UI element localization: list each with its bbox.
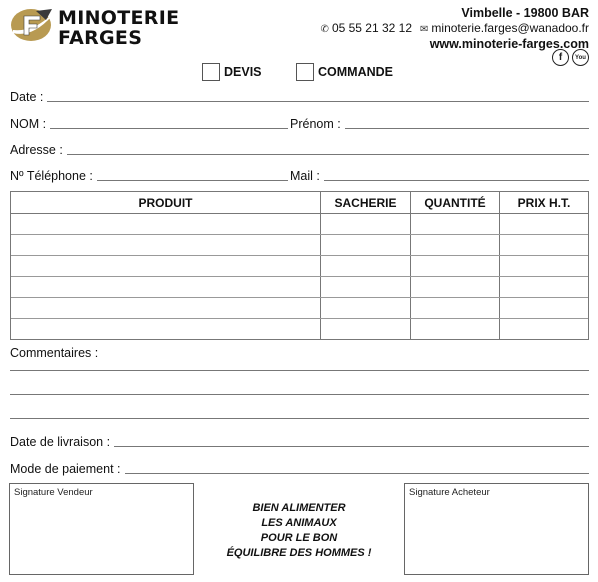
order-type-row — [0, 63, 598, 83]
devis-label: DEVIS — [224, 65, 262, 79]
telephone-field[interactable] — [10, 169, 288, 183]
cell-produit[interactable] — [11, 256, 321, 276]
cell-produit[interactable] — [11, 214, 321, 234]
email-address[interactable]: minoterie.farges@wanadoo.fr — [431, 21, 589, 35]
date-line[interactable] — [47, 92, 589, 102]
signature-acheteur-label: Signature Acheteur — [409, 487, 490, 498]
commande-option[interactable] — [296, 63, 393, 81]
prenom-line[interactable] — [345, 119, 589, 129]
adresse-label: Adresse : — [10, 143, 63, 157]
mode-paiement-line[interactable] — [125, 464, 590, 474]
cell-quantite[interactable] — [411, 298, 500, 318]
table-header — [11, 192, 588, 214]
date-label: Date : — [10, 90, 44, 104]
cell-quantite[interactable] — [411, 256, 500, 276]
youtube-icon[interactable]: You — [572, 49, 589, 66]
brand-line-2: FARGES — [58, 27, 143, 49]
col-prix: PRIX H.T. — [517, 195, 571, 210]
cell-prix[interactable] — [500, 256, 588, 276]
phone-number: 05 55 21 32 12 — [331, 21, 413, 35]
date-field[interactable] — [10, 90, 589, 104]
col-quantite: QUANTITÉ — [411, 192, 500, 213]
slogan-line: LES ANIMAUX — [261, 517, 337, 529]
commentaires-label: Commentaires : — [10, 346, 99, 360]
devis-checkbox[interactable] — [202, 63, 220, 81]
cell-quantite[interactable] — [411, 319, 500, 339]
date-livraison-field[interactable] — [10, 435, 589, 449]
mail-line[interactable] — [324, 171, 589, 181]
signature-vendeur-label: Signature Vendeur — [14, 487, 93, 498]
mail-field[interactable] — [290, 169, 589, 183]
slogan-line: POUR LE BON — [260, 532, 338, 544]
slogan-line: ÉQUILIBRE DES HOMMES ! — [226, 547, 372, 559]
mail-icon: ✉ — [420, 24, 429, 35]
brand-line-1: MINOTERIE — [58, 7, 180, 29]
comment-line[interactable] — [10, 370, 589, 371]
website-link[interactable]: www.minoterie-farges.com — [429, 37, 589, 51]
col-sacherie: SACHERIE — [321, 192, 411, 213]
nom-line[interactable] — [50, 119, 288, 129]
devis-option[interactable] — [202, 63, 262, 81]
table-row — [11, 256, 588, 277]
telephone-line[interactable] — [97, 171, 288, 181]
cell-sacherie[interactable] — [321, 235, 411, 255]
comment-line[interactable] — [10, 418, 589, 419]
cell-sacherie[interactable] — [321, 277, 411, 297]
slogan — [200, 501, 398, 561]
telephone-label: Nº Téléphone : — [10, 169, 93, 183]
cell-sacherie[interactable] — [321, 214, 411, 234]
order-table — [10, 191, 589, 340]
comment-line[interactable] — [10, 394, 589, 395]
address: Vimbelle - 19800 BAR — [461, 6, 589, 20]
cell-quantite[interactable] — [411, 214, 500, 234]
signature-vendeur-box[interactable] — [9, 483, 194, 575]
col-produit: PRODUIT — [11, 192, 321, 213]
cell-prix[interactable] — [500, 214, 588, 234]
table-row — [11, 235, 588, 256]
cell-prix[interactable] — [500, 235, 588, 255]
table-row — [11, 277, 588, 298]
commentaires-field — [10, 346, 210, 360]
adresse-field[interactable] — [10, 143, 589, 157]
cell-sacherie[interactable] — [321, 319, 411, 339]
table-row — [11, 214, 588, 235]
table-row — [11, 298, 588, 319]
cell-produit[interactable] — [11, 277, 321, 297]
facebook-icon[interactable]: f — [552, 49, 569, 66]
cell-produit[interactable] — [11, 319, 321, 339]
table-row — [11, 319, 588, 339]
cell-produit[interactable] — [11, 235, 321, 255]
mode-paiement-field[interactable] — [10, 462, 589, 476]
signature-acheteur-box[interactable] — [404, 483, 589, 575]
cell-prix[interactable] — [500, 319, 588, 339]
cell-prix[interactable] — [500, 277, 588, 297]
cell-prix[interactable] — [500, 298, 588, 318]
date-livraison-label: Date de livraison : — [10, 435, 111, 449]
adresse-line[interactable] — [67, 145, 589, 155]
cell-quantite[interactable] — [411, 277, 500, 297]
prenom-field[interactable] — [290, 117, 589, 131]
mode-paiement-label: Mode de paiement : — [10, 462, 121, 476]
cell-sacherie[interactable] — [321, 256, 411, 276]
commande-label: COMMANDE — [318, 65, 393, 79]
contact-block — [321, 6, 589, 52]
commande-checkbox[interactable] — [296, 63, 314, 81]
date-livraison-line[interactable] — [114, 437, 589, 447]
contact-row — [321, 21, 589, 37]
brand-name — [58, 8, 179, 48]
minoterie-logo — [10, 8, 54, 42]
cell-produit[interactable] — [11, 298, 321, 318]
cell-quantite[interactable] — [411, 235, 500, 255]
nom-field[interactable] — [10, 117, 288, 131]
nom-label: NOM : — [10, 117, 47, 131]
mail-label: Mail : — [290, 169, 320, 183]
cell-sacherie[interactable] — [321, 298, 411, 318]
prenom-label: Prénom : — [290, 117, 341, 131]
slogan-line: BIEN ALIMENTER — [252, 502, 346, 514]
phone-icon: ✆ — [320, 24, 329, 35]
